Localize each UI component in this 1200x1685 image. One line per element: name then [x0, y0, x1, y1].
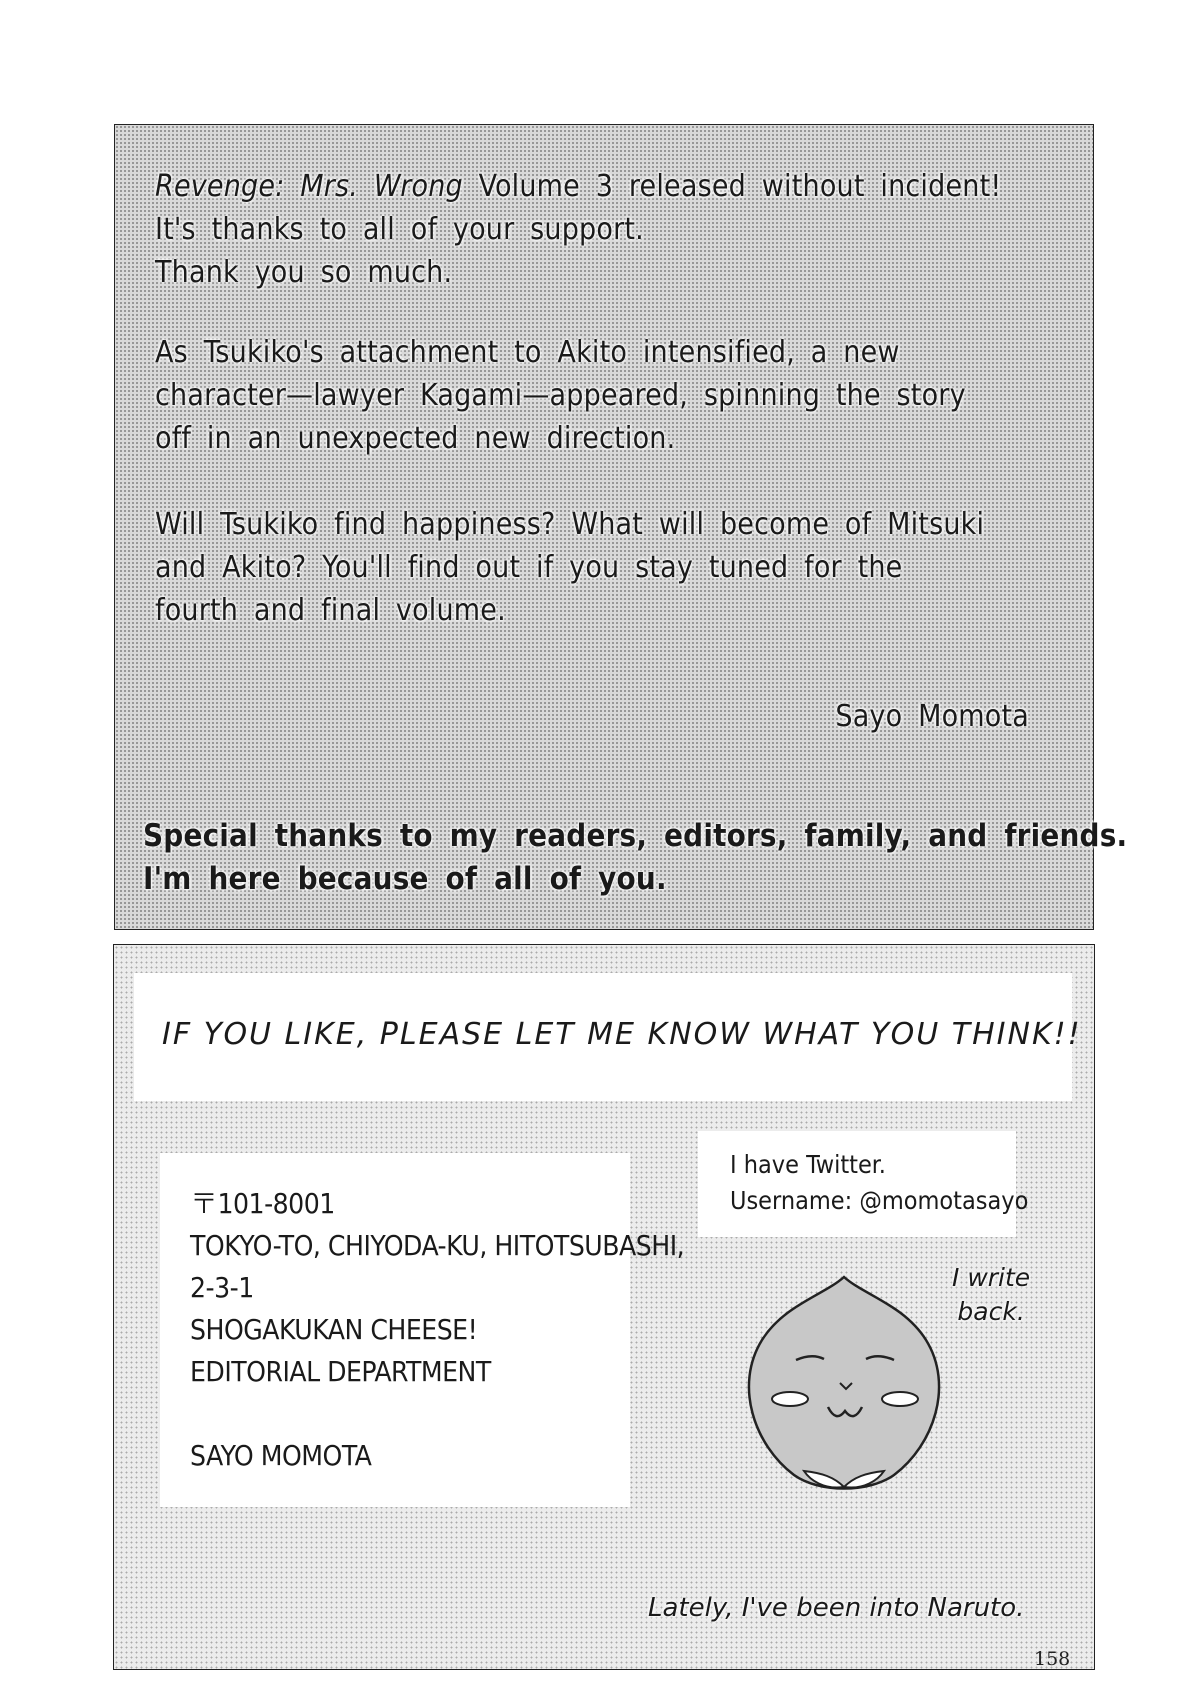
- address-line: 2-3-1: [190, 1271, 254, 1304]
- address-line-blank: [190, 1393, 684, 1435]
- address-line: SHOGAKUKAN CHEESE!: [190, 1313, 478, 1346]
- write-back-line: I write: [952, 1263, 1031, 1292]
- write-back-line: back.: [957, 1297, 1025, 1326]
- book-title: Revenge: Mrs. Wrong: [155, 169, 463, 204]
- afterword-line: As Tsukiko's attachment to Akito intensified, a new: [155, 335, 900, 370]
- feedback-panel: [113, 944, 1095, 1670]
- mailing-address: [190, 1183, 684, 1477]
- afterword-paragraph-1: [155, 165, 1001, 294]
- twitter-username: Username: @momotasayo: [730, 1186, 1029, 1215]
- author-signature: Sayo Momota: [835, 699, 1029, 734]
- feedback-title: IF YOU LIKE, PLEASE LET ME KNOW WHAT YOU THINK!!: [162, 1017, 1082, 1052]
- twitter-info: [730, 1147, 1028, 1219]
- twitter-line: I have Twitter.: [730, 1150, 886, 1179]
- afterword-line: fourth and final volume.: [155, 593, 506, 628]
- afterword-line: [155, 165, 1001, 208]
- address-line: EDITORIAL DEPARTMENT: [190, 1355, 491, 1388]
- mascot-body: [749, 1277, 939, 1489]
- afterword-line: character—lawyer Kagami—appeared, spinning the story: [155, 378, 966, 413]
- afterword-panel: [114, 124, 1128, 930]
- lately-note: Lately, I've been into Naruto.: [648, 1593, 1025, 1623]
- mascot-right-cheek: [882, 1392, 918, 1406]
- page-number: 158: [1034, 1648, 1071, 1670]
- mascot-left-cheek: [772, 1392, 808, 1406]
- thanks-line: I'm here because of all of you.: [143, 861, 667, 897]
- address-line: SAYO MOMOTA: [190, 1439, 372, 1472]
- afterword-paragraph-2: [155, 331, 966, 460]
- afterword-line: Thank you so much.: [155, 255, 453, 290]
- address-line: TOKYO-TO, CHIYODA-KU, HITOTSUBASHI,: [190, 1229, 685, 1262]
- peach-mascot-illustration: [724, 1265, 964, 1515]
- special-thanks: [143, 815, 1127, 901]
- thanks-line: Special thanks to my readers, editors, family, and friends.: [143, 818, 1128, 854]
- afterword-line: off in an unexpected new direction.: [155, 421, 676, 456]
- mailing-address-box: [160, 1153, 685, 1507]
- afterword-line: Will Tsukiko find happiness? What will become of Mitsuki: [155, 507, 985, 542]
- afterword-paragraph-3: [155, 503, 984, 632]
- address-line: 〒101-8001: [190, 1187, 335, 1220]
- feedback-title-box: [134, 973, 1082, 1101]
- afterword-line: and Akito? You'll find out if you stay tuned for the: [155, 550, 903, 585]
- afterword-line: It's thanks to all of your support.: [155, 212, 644, 247]
- twitter-info-box: [698, 1131, 1029, 1237]
- afterword-line-text: Volume 3 released without incident!: [462, 169, 1002, 204]
